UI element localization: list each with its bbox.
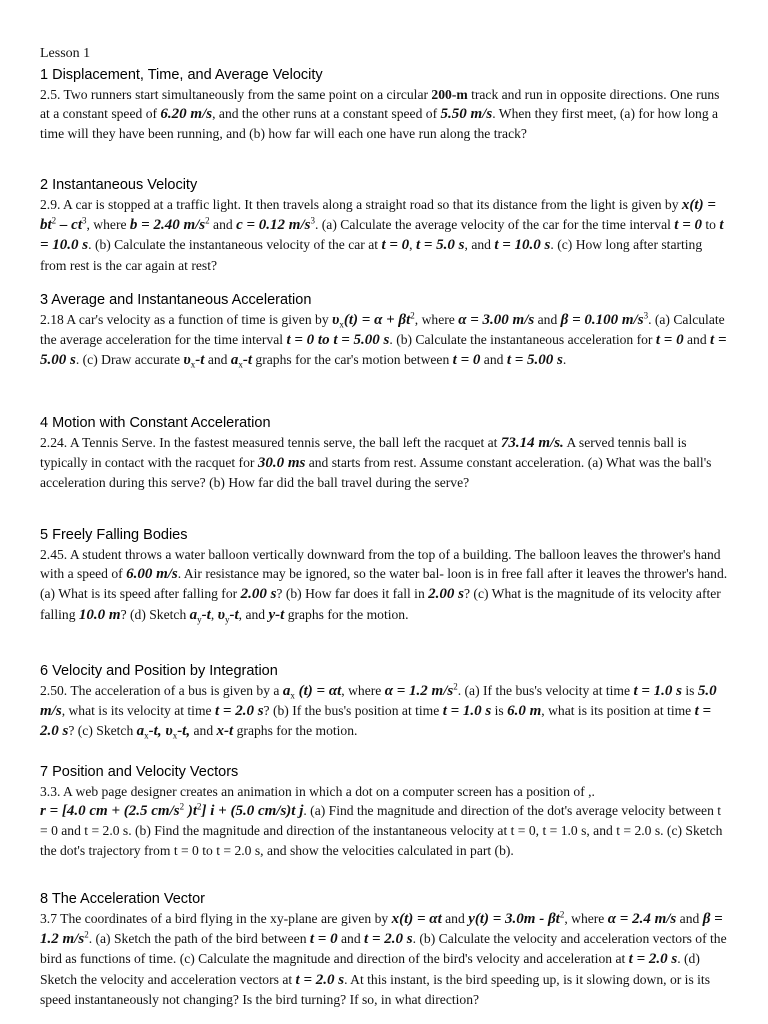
text-run: 2.24. A Tennis Serve. In the fastest measured tennis serve, the ball left the racquet at (40, 435, 501, 450)
subscript: x (190, 360, 196, 371)
formula-run: -t (229, 606, 239, 623)
text-run: and (190, 723, 217, 739)
formula-run: a (230, 352, 239, 369)
problem-text (40, 195, 730, 275)
superscript: 2 (51, 215, 57, 226)
formula-run: ] i + (5.0 cm/s)t j (201, 803, 304, 820)
section-4 (40, 414, 730, 493)
superscript: 2 (559, 909, 565, 920)
text-run: ? (b) If the bus's position at time (263, 703, 443, 719)
section-heading: 1 Displacement, Time, and Average Velocity (40, 67, 323, 83)
formula-run: -t (201, 606, 211, 623)
superscript: 2 (453, 681, 458, 692)
formula-run: t = 0 (674, 217, 702, 234)
text-run: . (a) Sketch the path of the bird between (88, 931, 310, 947)
section-heading: 4 Motion with Constant Acceleration (40, 415, 271, 431)
formula-run: β = 1.2 m/s (40, 911, 723, 948)
superscript: 3 (643, 310, 649, 321)
text-run: . (b) Calculate the instantaneous velocity of the car at (88, 237, 382, 253)
text-run: and (676, 911, 703, 926)
text-run: . (b) Calculate the instantaneous acceleration for (389, 332, 656, 348)
superscript: 3 (310, 215, 315, 226)
text-run: A served tennis ball is typically in contact with the racquet for (40, 435, 687, 471)
formula-run: a (282, 683, 291, 699)
formula-run: 6.20 m/s (160, 106, 213, 123)
formula-run: (t) = α + βt (343, 312, 411, 328)
formula-run: 5.0 m/s (40, 683, 717, 720)
problem-text (40, 782, 730, 860)
text-run: . (a) Calculate the average velocity of the car for the time interval (314, 217, 675, 233)
text-run: and starts from rest. Assume constant acceleration. (a) What was the ball's acceleration during this serve? (b) How far did the ball travel during the serve? (40, 455, 712, 491)
formula-run: υ (217, 606, 225, 623)
text-run: is (682, 683, 698, 698)
section-heading: 8 The Acceleration Vector (40, 891, 205, 907)
formula-run: t = 2.0 s (295, 971, 345, 988)
formula-run: α = 1.2 m/s (384, 683, 454, 699)
formula-run: – ct (56, 217, 82, 234)
text-run: . (a) If the bus's velocity at time (457, 683, 634, 698)
formula-run: x-t (216, 723, 234, 740)
subscript: x (290, 690, 295, 701)
text-run: 2.45. A student throws a water balloon vertically downward from the top of a building. The balloon leaves the thrower's hand with a speed of (40, 547, 721, 582)
text-run: and (441, 911, 469, 926)
formula-run: -t (195, 352, 205, 369)
subscript: x (339, 319, 344, 330)
text-run: 2.18 A car's velocity as a function of time is given by (40, 312, 333, 327)
text-run: 2.5. Two runners start simultaneously from the same point on a circular (40, 87, 432, 102)
formula-run: t = 5.00 s (506, 352, 563, 369)
subscript: x (238, 360, 243, 371)
text-run: . (562, 352, 567, 368)
formula-run: c = 0.12 m/s (236, 217, 311, 234)
formula-run: (t) = αt (294, 683, 342, 699)
text-run: and (480, 352, 507, 368)
text-run: track and run in opposite directions. One runs at a constant speed of (40, 87, 720, 122)
text-run: ? (b) How far does it fall in (276, 586, 429, 602)
text-run: 2.50. The acceleration of a bus is given by a (40, 683, 283, 698)
superscript: 2 (179, 801, 185, 812)
text-run: , where (86, 217, 130, 233)
formula-run: t = 2.0 s (364, 931, 413, 948)
formula-run: x(t) = bt (40, 197, 716, 234)
text-run: , where (414, 312, 459, 327)
formula-run: 30.0 ms (257, 455, 306, 472)
text-run: and (204, 352, 231, 368)
text-run: , and the other runs at a constant speed of (212, 106, 441, 122)
text-run: graphs for the car's motion between (252, 352, 453, 368)
formula-run: t = 0 (655, 332, 684, 349)
formula-run: y(t) = 3.0m - βt (468, 911, 560, 927)
section-8 (40, 890, 730, 1009)
text-run: 3.7 The coordinates of a bird flying in the xy-plane are given by (40, 911, 392, 926)
text-run: 3.3. A web page designer creates an animation in which a dot on a computer screen has a position of ,. (40, 784, 595, 799)
formula-run: t = 2.0 s (628, 951, 678, 968)
formula-run: t = 1.0 s (633, 683, 682, 699)
formula-run: -t (242, 352, 253, 369)
text-run: and (683, 332, 711, 348)
text-run: . (b) Calculate the velocity and acceleration vectors of the bird as functions of time. (c) Calculate the magnitude and direction of the bird's velocity and acceleration at (40, 931, 727, 967)
text-run: , (409, 237, 416, 253)
section-heading: 2 Instantaneous Velocity (40, 177, 198, 193)
formula-run: t = 0 (452, 352, 481, 369)
formula-run: 6.0 m (507, 703, 542, 720)
text-run: , what is its position at time (541, 703, 695, 719)
section-6 (40, 662, 730, 742)
subscript: y (197, 614, 202, 625)
problem-text (40, 85, 730, 144)
superscript: 2 (410, 310, 415, 321)
text-run: . (a) Find the magnitude and direction of the dot's average velocity between t = 0 and t = 2.0 s. (b) Find the magnitude and direction of the instantaneous velocity at t = 0, t = 1.0 s, and t = 2.0 s. (c) Sketch the dot's trajectory from t = 0 to t = 2.0 s, and show the velocities calculated in part (b). (40, 803, 723, 858)
problem-text (40, 681, 730, 742)
formula-run: t = 0 to t = 5.00 s (286, 332, 390, 349)
section-5 (40, 526, 730, 625)
problem-text (40, 545, 730, 625)
subscript: x (144, 731, 149, 742)
text-run: . Air resistance may be ignored, so the water bal- loon is in free fall after it leaves the thrower's hand. (a) What is its speed after falling for (40, 566, 728, 602)
formula-run: α = 2.4 m/s (607, 911, 677, 927)
superscript: 2 (84, 929, 89, 940)
text-run: , where (341, 683, 385, 698)
text-run: . (d) Sketch the velocity and acceleration vectors at (40, 951, 700, 987)
formula-run: β = 0.100 m/s (560, 312, 644, 328)
formula-run: α = 3.00 m/s (458, 312, 535, 328)
text-run: , and (464, 237, 495, 253)
text-run: graphs for the motion. (233, 723, 358, 739)
formula-run: t = 5.0 s (415, 237, 465, 254)
formula-run: x(t) = αt (391, 911, 442, 927)
text-run: , where (564, 911, 608, 926)
text-run: 2.9. A car is stopped at a traffic light. It then travels along a straight road so that its distance from the light is given by (40, 197, 682, 212)
text-run: , and (238, 606, 269, 622)
formula-run: 2.00 s (428, 586, 464, 603)
formula-run: 73.14 m/s. (500, 435, 564, 451)
formula-run: t = 10.0 s (40, 217, 724, 254)
text-run: to (702, 217, 720, 233)
formula-run: t = 2.0 s (214, 703, 264, 720)
formula-run: a (136, 723, 145, 740)
text-run: , what is its velocity at time (61, 703, 215, 719)
formula-run: t = 1.0 s (442, 703, 492, 720)
text-run: . (c) How long after starting from rest is the car again at rest? (40, 237, 703, 273)
superscript: 2 (205, 215, 210, 226)
problem-text (40, 909, 730, 1009)
formula-run: 10.0 m (78, 606, 121, 623)
formula-run: y-t (268, 606, 285, 623)
formula-run: t = 0 (309, 931, 338, 948)
text-run: and (209, 217, 237, 233)
formula-run: t = 2.0 s (40, 703, 712, 740)
formula-run: 6.00 m/s (126, 566, 178, 583)
formula-run: )t (184, 803, 197, 820)
formula-run: -t, (177, 723, 191, 740)
section-heading: 3 Average and Instantaneous Acceleration (40, 292, 312, 308)
formula-run: a (189, 606, 198, 623)
text-run: . When they first meet, (a) for how long a time will they have been running, and (b) how far will each one have run along the track? (40, 106, 719, 142)
text-run: ? (c) What is the magnitude of its velocity after falling (40, 586, 721, 622)
formula-run: t = 5.00 s (40, 332, 727, 369)
superscript: 3 (82, 215, 87, 226)
section-2 (40, 176, 730, 275)
text-run: . (a) Calculate the average acceleration for the time interval (40, 312, 725, 348)
section-heading: 7 Position and Velocity Vectors (40, 764, 239, 780)
text-run: ? (d) Sketch (120, 606, 190, 622)
problem-text (40, 310, 730, 371)
text-run: is (491, 703, 508, 719)
formula-run: 2.00 s (240, 586, 277, 603)
formula-run: -t, υ (148, 723, 173, 740)
text-run: ? (c) Sketch (68, 723, 137, 739)
text-run: and (337, 931, 365, 947)
section-7 (40, 763, 730, 860)
superscript: 2 (197, 801, 202, 812)
formula-run: b = 2.40 m/s (129, 217, 206, 234)
text-run: . At this instant, is the bird speeding up, is it slowing down, or is its speed instantaneously not changing? Is the bird turning? If so, in what direction? (40, 971, 710, 1007)
section-heading: 6 Velocity and Position by Integration (40, 663, 278, 679)
text-run: . (c) Draw accurate (75, 352, 184, 368)
text-run: graphs for the motion. (284, 606, 409, 622)
formula-run: r = [4.0 cm + (2.5 cm/s (40, 803, 180, 820)
lesson-title: Lesson 1 (40, 46, 91, 61)
problem-text (40, 433, 730, 493)
text-run: and (534, 312, 561, 327)
formula-run: t = 10.0 s (494, 237, 551, 254)
formula-run: υ (332, 312, 340, 328)
section-heading: 5 Freely Falling Bodies (40, 527, 188, 543)
subscript: x (172, 731, 178, 742)
section-3 (40, 291, 730, 371)
text-run: , (210, 606, 218, 622)
formula-run: 5.50 m/s (440, 106, 493, 123)
formula-run: υ (183, 352, 191, 369)
section-1 (40, 66, 730, 144)
text-run: 200-m (431, 87, 468, 102)
formula-run: t = 0 (381, 237, 410, 254)
subscript: y (224, 614, 230, 625)
